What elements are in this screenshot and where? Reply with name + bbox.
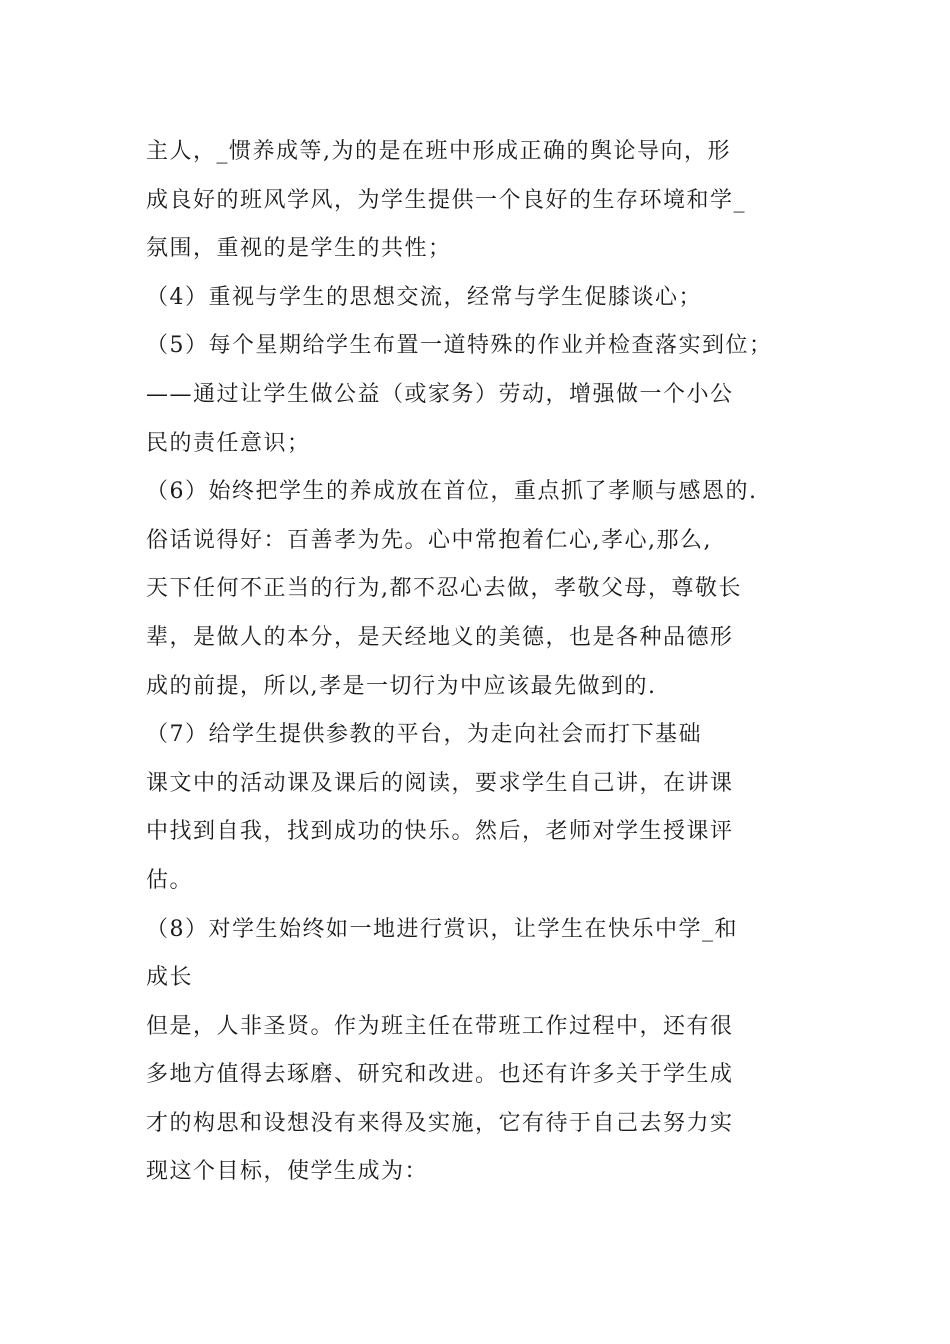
text-line: 天下任何不正当的行为,都不忍心去做，孝敬父母，尊敬长 [146,576,742,602]
document-body [146,128,810,1197]
text-line: （8）对学生始终如一地进行赏识，让学生在快乐中学_和 [146,916,738,942]
text-line: 民的责任意识； [146,430,311,456]
text-line: （6）始终把学生的养成放在首位，重点抓了孝顺与感恩的. [146,479,758,505]
text-line: 主人，_惯养成等,为的是在班中形成正确的舆论导向，形 [146,139,731,164]
text-line: 成良好的班风学风，为学生提供一个良好的生存环境和学_ [146,187,747,213]
text-line: （7）给学生提供参教的平台，为走向社会而打下基础 [146,722,702,748]
text-line: 氛围，重视的是学生的共性； [146,236,452,262]
text-line: 成的前提，所以,孝是一切行为中应该最先做到的. [146,673,657,699]
text-line: （5）每个星期给学生布置一道特殊的作业并检查落实到位； [146,333,773,359]
text-line: 辈，是做人的本分，是天经地义的美德，也是各种品德形 [146,624,734,650]
text-line: 才的构思和设想没有来得及实施，它有待于自己去努力实 [146,1110,734,1136]
text-line: 现这个目标，使学生成为： [146,1159,429,1185]
text-line: ——通过让学生做公益（或家务）劳动，增强做一个小公 [146,381,734,407]
text-line: 俗话说得好：百善孝为先。心中常抱着仁心,孝心,那么, [146,527,712,553]
text-line: 多地方值得去琢磨、研究和改进。也还有许多关于学生成 [146,1062,734,1088]
text-line: 成长 [146,965,194,991]
text-line: （4）重视与学生的思想交流，经常与学生促膝谈心； [146,284,702,310]
text-line: 但是，人非圣贤。作为班主任在带班工作过程中，还有很 [146,1013,734,1039]
text-line: 课文中的活动课及课后的阅读，要求学生自己讲，在讲课 [146,770,734,796]
text-line: 中找到自我，找到成功的快乐。然后，老师对学生授课评 [146,819,734,845]
text-line: 估。 [146,867,194,893]
